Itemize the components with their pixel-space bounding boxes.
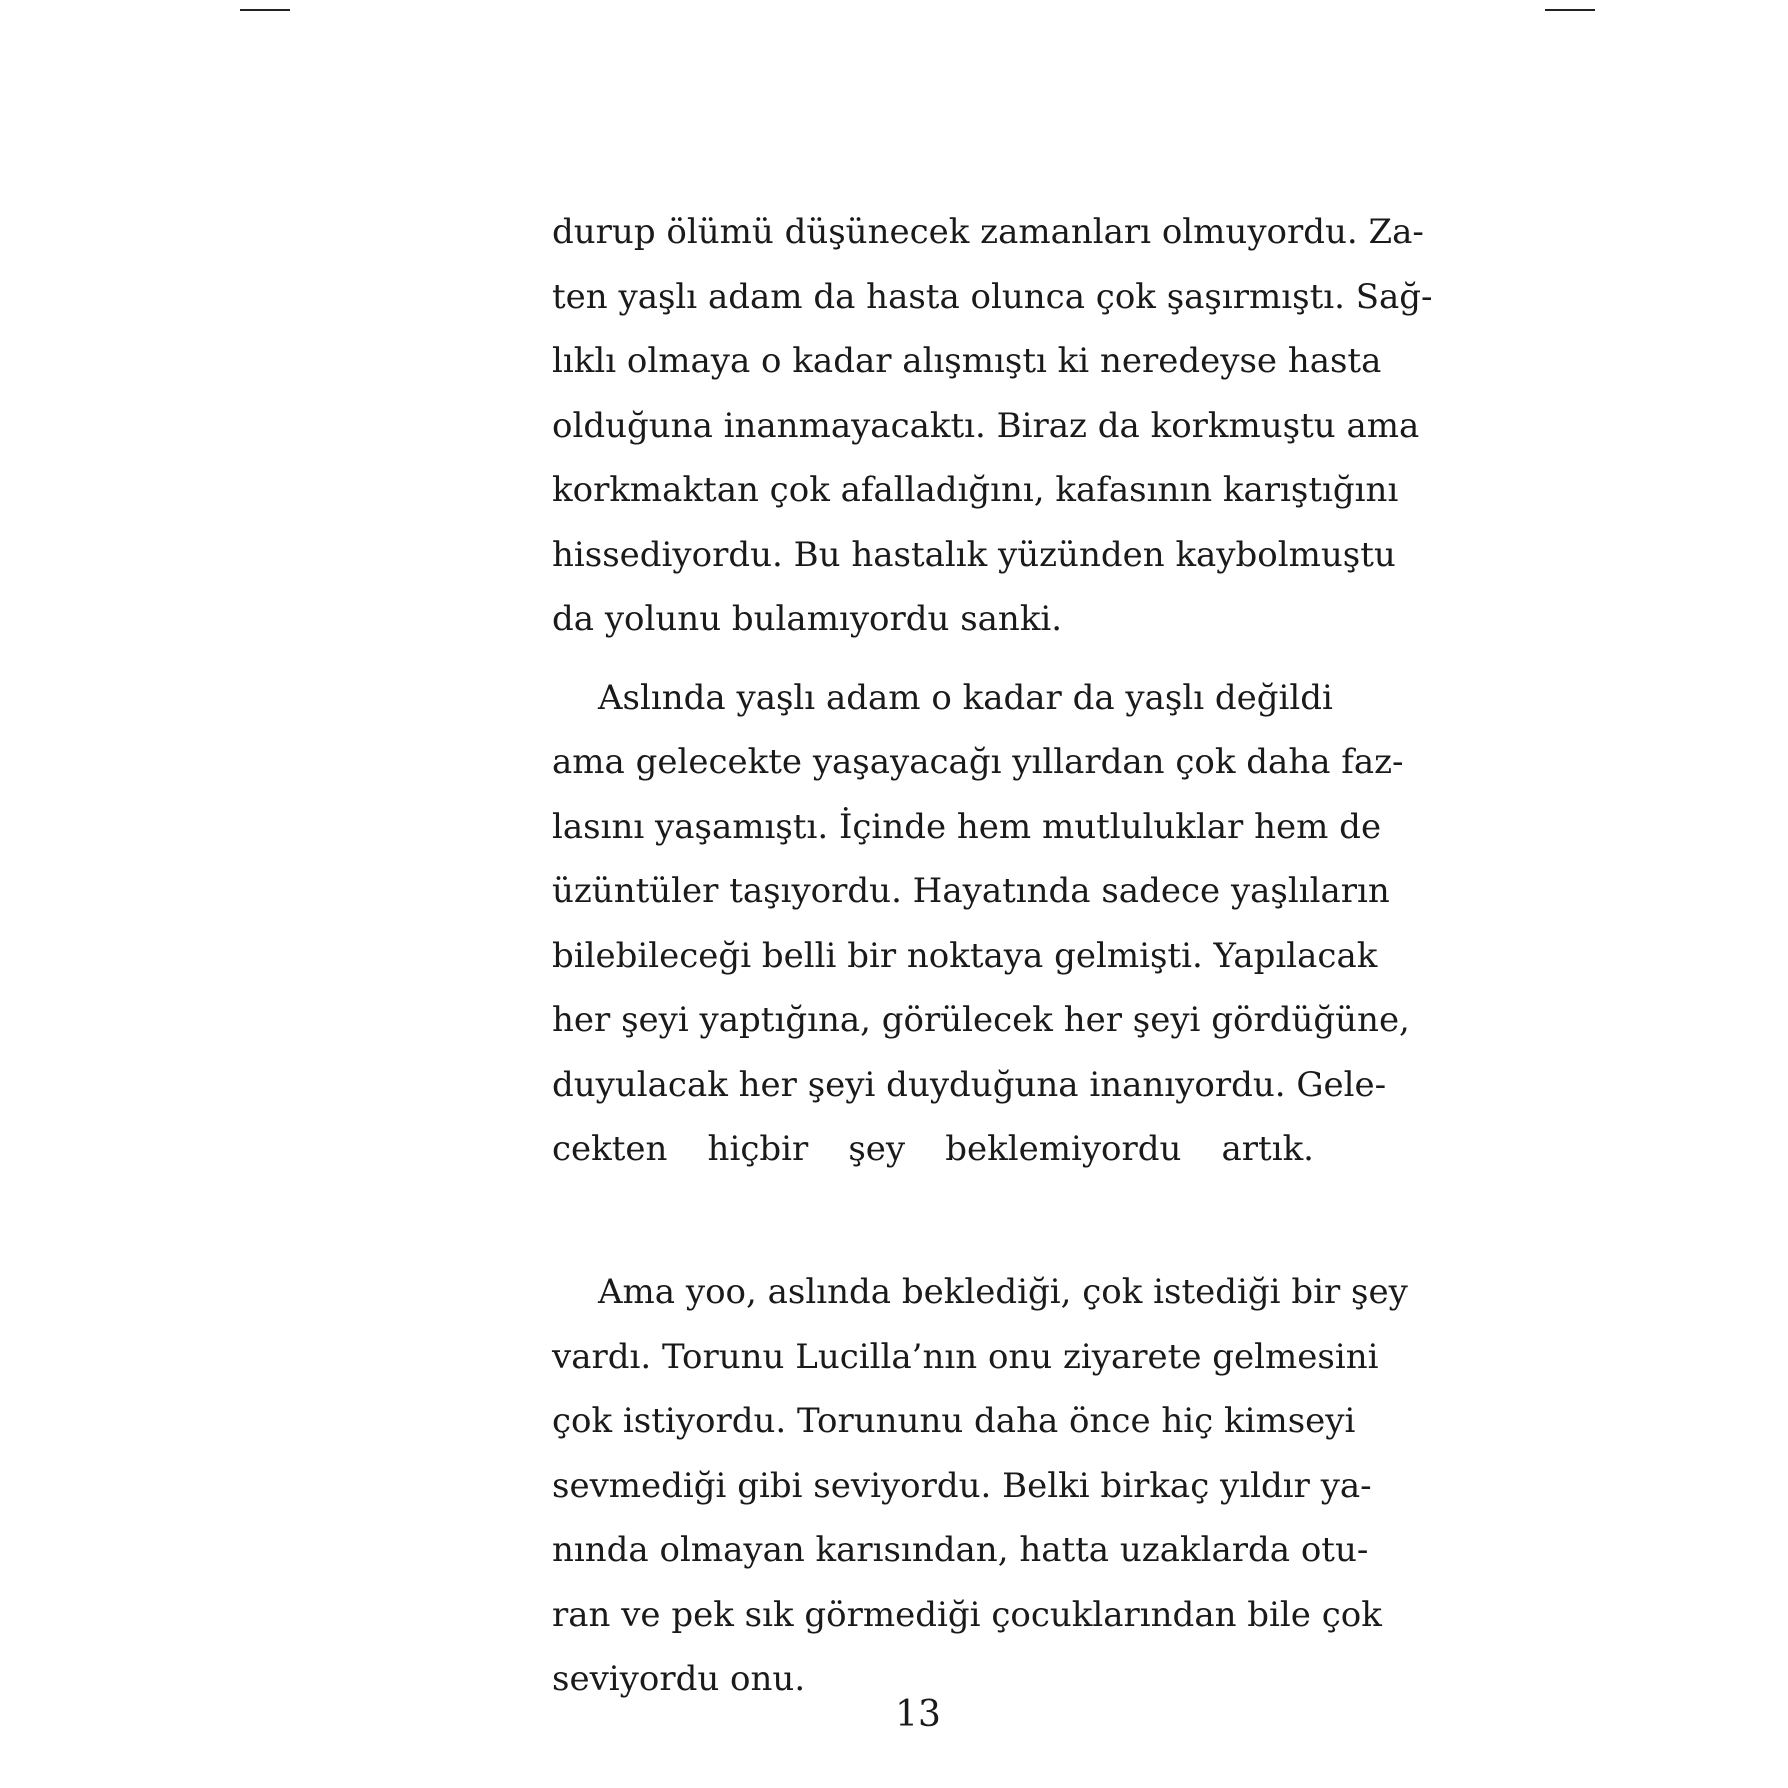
- text-line: da yolunu bulamıyordu sanki.: [552, 599, 1063, 639]
- text-line: duyulacak her şeyi duyduğuna inanıyordu. Gele-: [552, 1064, 1387, 1105]
- text-line: üzüntüler taşıyordu. Hayatında sadece yaşlıların: [552, 871, 1390, 911]
- text-line: olduğuna inanmayacaktı. Biraz da korkmuştu ama: [552, 405, 1420, 446]
- text-line: korkmaktan çok afalladığını, kafasının karıştığını: [552, 470, 1399, 510]
- body-text: [552, 200, 1433, 1712]
- text-line: ten yaşlı adam da hasta olunca çok şaşırmıştı. Sağ-: [552, 276, 1433, 317]
- paragraph-gap: [552, 1246, 1314, 1260]
- text-line: çok istiyordu. Torununu daha önce hiç kimseyi: [552, 1401, 1356, 1441]
- text-line: [552, 1182, 1314, 1247]
- paragraph-1: [552, 200, 1433, 652]
- text-line: sevmediği gibi seviyordu. Belki birkaç yıldır ya-: [552, 1465, 1372, 1506]
- crop-mark-left: [240, 9, 290, 11]
- paragraph-3: [552, 1260, 1408, 1712]
- text-line: durup ölümü düşünecek zamanları olmuyordu. Za-: [552, 212, 1424, 252]
- text-line: seviyordu onu.: [552, 1659, 806, 1699]
- text-line: nında olmayan karısından, hatta uzaklarda otu-: [552, 1530, 1369, 1570]
- text-line: cekten hiçbir şey beklemiyordu artık.: [552, 1129, 1314, 1169]
- text-line: ran ve pek sık görmediği çocuklarından bile çok: [552, 1594, 1382, 1635]
- text-line: lıklı olmaya o kadar alışmıştı ki neredeyse hasta: [552, 341, 1382, 381]
- text-line: bilebileceği belli bir noktaya gelmişti. Yapılacak: [552, 935, 1378, 976]
- page-number: 13: [895, 1694, 941, 1735]
- paragraph-2: [552, 666, 1410, 1247]
- text-line: Ama yoo, aslında beklediği, çok istediği bir şey: [598, 1272, 1408, 1312]
- paragraph-gap: [552, 652, 1314, 666]
- text-line: her şeyi yaptığına, görülecek her şeyi gördüğüne,: [552, 1000, 1410, 1040]
- text-line: ama gelecekte yaşayacağı yıllardan çok daha faz-: [552, 742, 1404, 782]
- crop-mark-right: [1545, 9, 1595, 11]
- text-line: hissediyordu. Bu hastalık yüzünden kaybolmuştu: [552, 534, 1396, 575]
- text-line: Aslında yaşlı adam o kadar da yaşlı değildi: [598, 677, 1333, 718]
- text-line: vardı. Torunu Lucilla’nın onu ziyarete gelmesini: [552, 1336, 1379, 1377]
- text-line: lasını yaşamıştı. İçinde hem mutluluklar hem de: [552, 806, 1382, 847]
